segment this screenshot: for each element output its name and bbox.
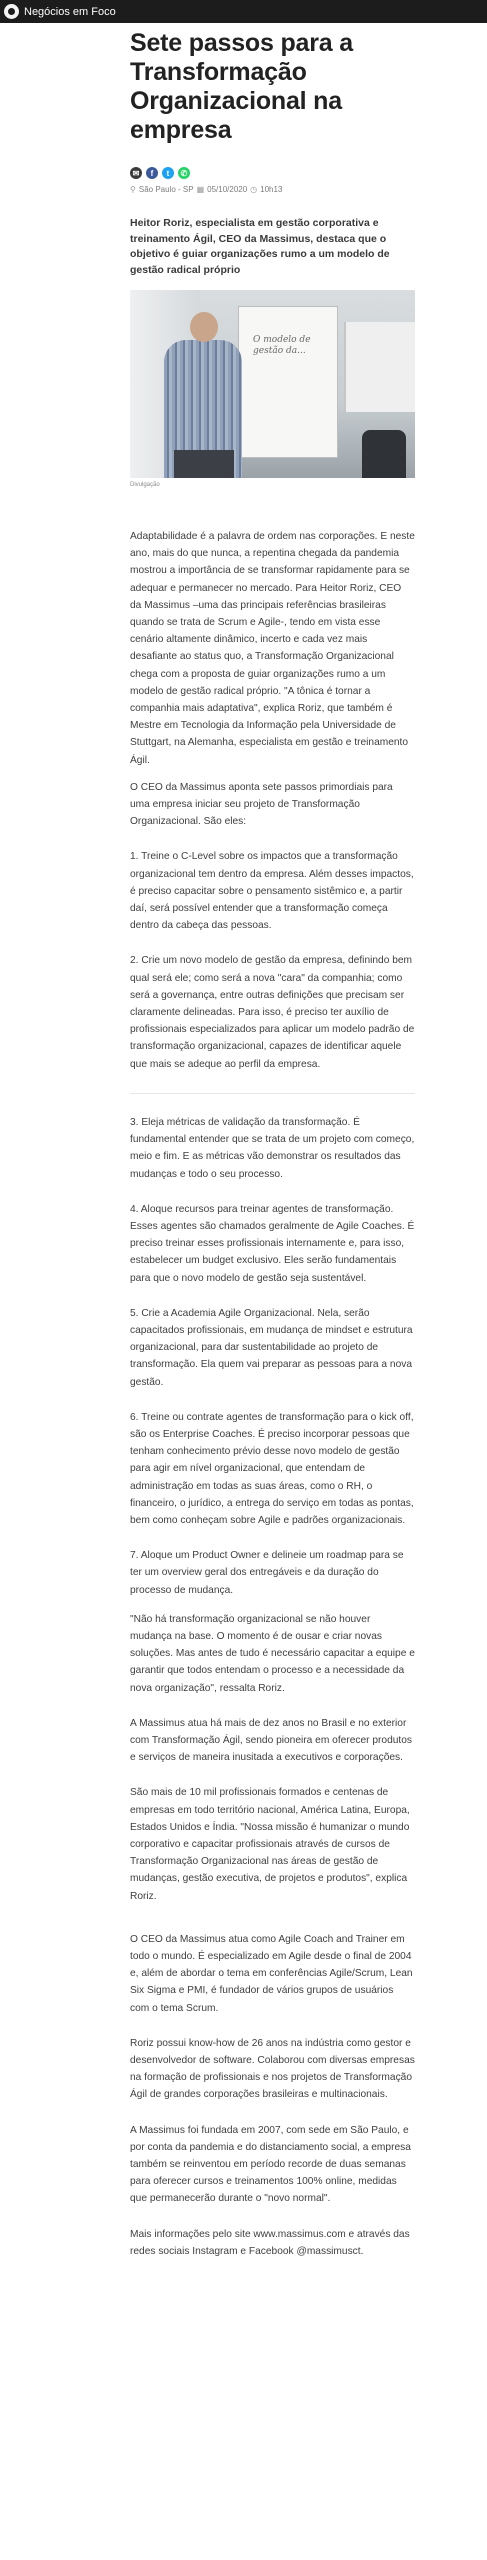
article-body bbox=[130, 528, 415, 2260]
paragraph: 7. Aloque um Product Owner e delineie um roadmap para se ter um overview geral dos entregáveis e da duração do processo de mudança. bbox=[130, 1550, 404, 1596]
article-location: São Paulo - SP bbox=[138, 185, 194, 194]
paragraph: A Massimus atua há mais de dez anos no Brasil e no exterior com Transformação Ágil, sendo pioneira em oferecer produtos e serviços de maneira inusitada a executivos e corporações. bbox=[130, 1717, 412, 1764]
mail-icon[interactable]: ✉ bbox=[130, 167, 142, 179]
photo-caption: Divulgação bbox=[130, 482, 160, 488]
paragraph: 2. Crie um novo modelo de gestão da empresa, definindo bem qual será ele; como será a nova "cara" da companhia; como será a governança, entre outras definições que precisam ser claramente delineadas. Para isso, é preciso ter auxílio de profissionais especializados para aplicar um modelo padrão de transformação organizacional, capazes de identificar aquele que mais se adeque ao perfil da empresa. bbox=[130, 955, 415, 1070]
paragraph: "Não há transformação organizacional se não houver mudança na base. O momento é de ousar e criar novas soluções. Mas antes de tudo é necessário capacitar a equipe e garantir que todos entendam o processo e a necessidade da nova organização", ressalta Roriz. bbox=[130, 1613, 415, 1694]
share-bar bbox=[130, 167, 415, 179]
site-name[interactable]: Negócios em Foco bbox=[24, 5, 116, 18]
paragraph: Adaptabilidade é a palavra de ordem nas corporações. E neste ano, mais do que nunca, a repentina chegada da pandemia mostrou a importância de se transformar rapidamente para se adequar e permanecer no mercado. Para Heitor Roriz, CEO da Massimus –uma das principais referências brasileiras quando se trata de Scrum e Agile-, tendo em vista esse cenário altamente dinâmico, incerto e cada vez mais desafiante ao status quo, a Transformação Organizacional chega com a proposta de guiar organizações rumo a um modelo de gestão radical próprio. "A tônica é tornar a companhia mais adaptativa", explica Roriz, que também é Mestre em Tecnologia da Informação pela Universidade de Stuttgart, na Alemanha, especialista em gestão e treinamento Ágil. bbox=[130, 531, 415, 766]
calendar-icon: ▦ bbox=[196, 185, 205, 194]
paragraph: 1. Treine o C-Level sobre os impactos que a transformação organizacional tem dentro da empresa. Além desses impactos, é preciso capacitar sobre o pensamento sistêmico e, a partir daí, será possível entender que a transformação começa dentro da cabeça das pessoas. bbox=[130, 851, 414, 932]
paragraph: O CEO da Massimus aponta sete passos primordiais para uma empresa iniciar seu projeto de Transformação Organizacional. São eles: bbox=[130, 781, 393, 828]
location-pin-icon: ⚲ bbox=[130, 185, 136, 194]
article-meta bbox=[130, 185, 415, 194]
paragraph: O CEO da Massimus atua como Agile Coach and Trainer em todo o mundo. É especializado em Agile desde o final de 2004 e, além de abordar o tema em conferências Agile/Scrum, Lean Six Sigma e PMI, é fundador de vários grupos de usuários com o tema Scrum. bbox=[130, 1933, 413, 2014]
site-logo-icon[interactable] bbox=[4, 4, 19, 19]
top-bar bbox=[0, 0, 487, 23]
photo-chair bbox=[362, 430, 406, 478]
whiteboard-text: O modelo de gestão da... bbox=[253, 335, 311, 356]
photo-person-head bbox=[190, 312, 218, 342]
article-lead: Heitor Roriz, especialista em gestão corporativa e treinamento Ágil, CEO da Massimus, destaca que o objetivo é guiar organizações rumo a um modelo de gestão radical próprio bbox=[130, 217, 390, 276]
paragraph: Roriz possui know-how de 26 anos na indústria como gestor e desenvolvedor de software. Colaborou com diversas empresas na formação de profissionais e nos projetos de Transformação Ágil de grandes corporações brasileiras e multinacionais. bbox=[130, 2037, 415, 2101]
paragraph: 4. Aloque recursos para treinar agentes de transformação. Esses agentes são chamados geralmente de Agile Coaches. É preciso treinar esses profissionais internamente e, para isso, estabelecer um budget exclusivo. Eles serão fundamentais para que o novo modelo de gestão seja sustentável. bbox=[130, 1203, 415, 1284]
photo-whiteboard bbox=[238, 306, 338, 458]
article-title: Sete passos para a Transformação Organizacional na empresa bbox=[130, 29, 353, 144]
photo-person-pants bbox=[174, 450, 234, 478]
paragraph: São mais de 10 mil profissionais formados e centenas de empresas em todo território nacional, América Latina, Europa, Estados Unidos e Índia. "Nossa missão é humanizar o mundo corporativo e capacitar profissionais através de cursos de Transformação Organizacional nas áreas de gestão de mudanças, gestão executiva, de projetos e produtos", explica Roriz. bbox=[130, 1787, 410, 1902]
article-photo bbox=[130, 290, 415, 478]
paragraph: Mais informações pelo site www.massimus.com e através das redes sociais Instagram e Facebook @massimusct. bbox=[130, 2228, 410, 2257]
twitter-icon[interactable]: t bbox=[162, 167, 174, 179]
facebook-icon[interactable]: f bbox=[146, 167, 158, 179]
article bbox=[130, 29, 415, 2266]
photo-side-board bbox=[344, 322, 415, 412]
paragraph: 3. Eleja métricas de validação da transformação. É fundamental entender que se trata de um projeto com começo, meio e fim. E as métricas vão demonstrar os resultados das mudanças e todo o seu processo. bbox=[130, 1116, 415, 1180]
paragraph: 6. Treine ou contrate agentes de transformação para o kick off, são os Enterprise Coaches. É preciso incorporar pessoas que tenham conhecimento prévio desse novo modelo de gestão para agir em nível organizacional, que entendam de administração em todas as suas áreas, como o RH, o financeiro, o jurídico, a entrega do serviço em todas as pontas, bem como conheçam sobre Agile e padrões organizacionais. bbox=[130, 1411, 414, 1526]
divider bbox=[130, 1093, 415, 1094]
paragraph: A Massimus foi fundada em 2007, com sede em São Paulo, e por conta da pandemia e do distanciamento social, a empresa também se reinventou em período recorde de duas semanas para oferecer cursos e treinamentos 100% online, medidas que permanecerão durante o "novo normal". bbox=[130, 2124, 411, 2205]
whatsapp-icon[interactable]: ✆ bbox=[178, 167, 190, 179]
paragraph: 5. Crie a Academia Agile Organizacional. Nela, serão capacitados profissionais, em mudança de mindset e estrutura organizacional, para dar sustentabilidade ao projeto de transformação. Ela quem vai preparar as pessoas para a nova gestão. bbox=[130, 1307, 413, 1388]
article-time: 10h13 bbox=[260, 185, 283, 194]
clock-icon: ◷ bbox=[250, 185, 258, 194]
article-date: 05/10/2020 bbox=[207, 185, 248, 194]
